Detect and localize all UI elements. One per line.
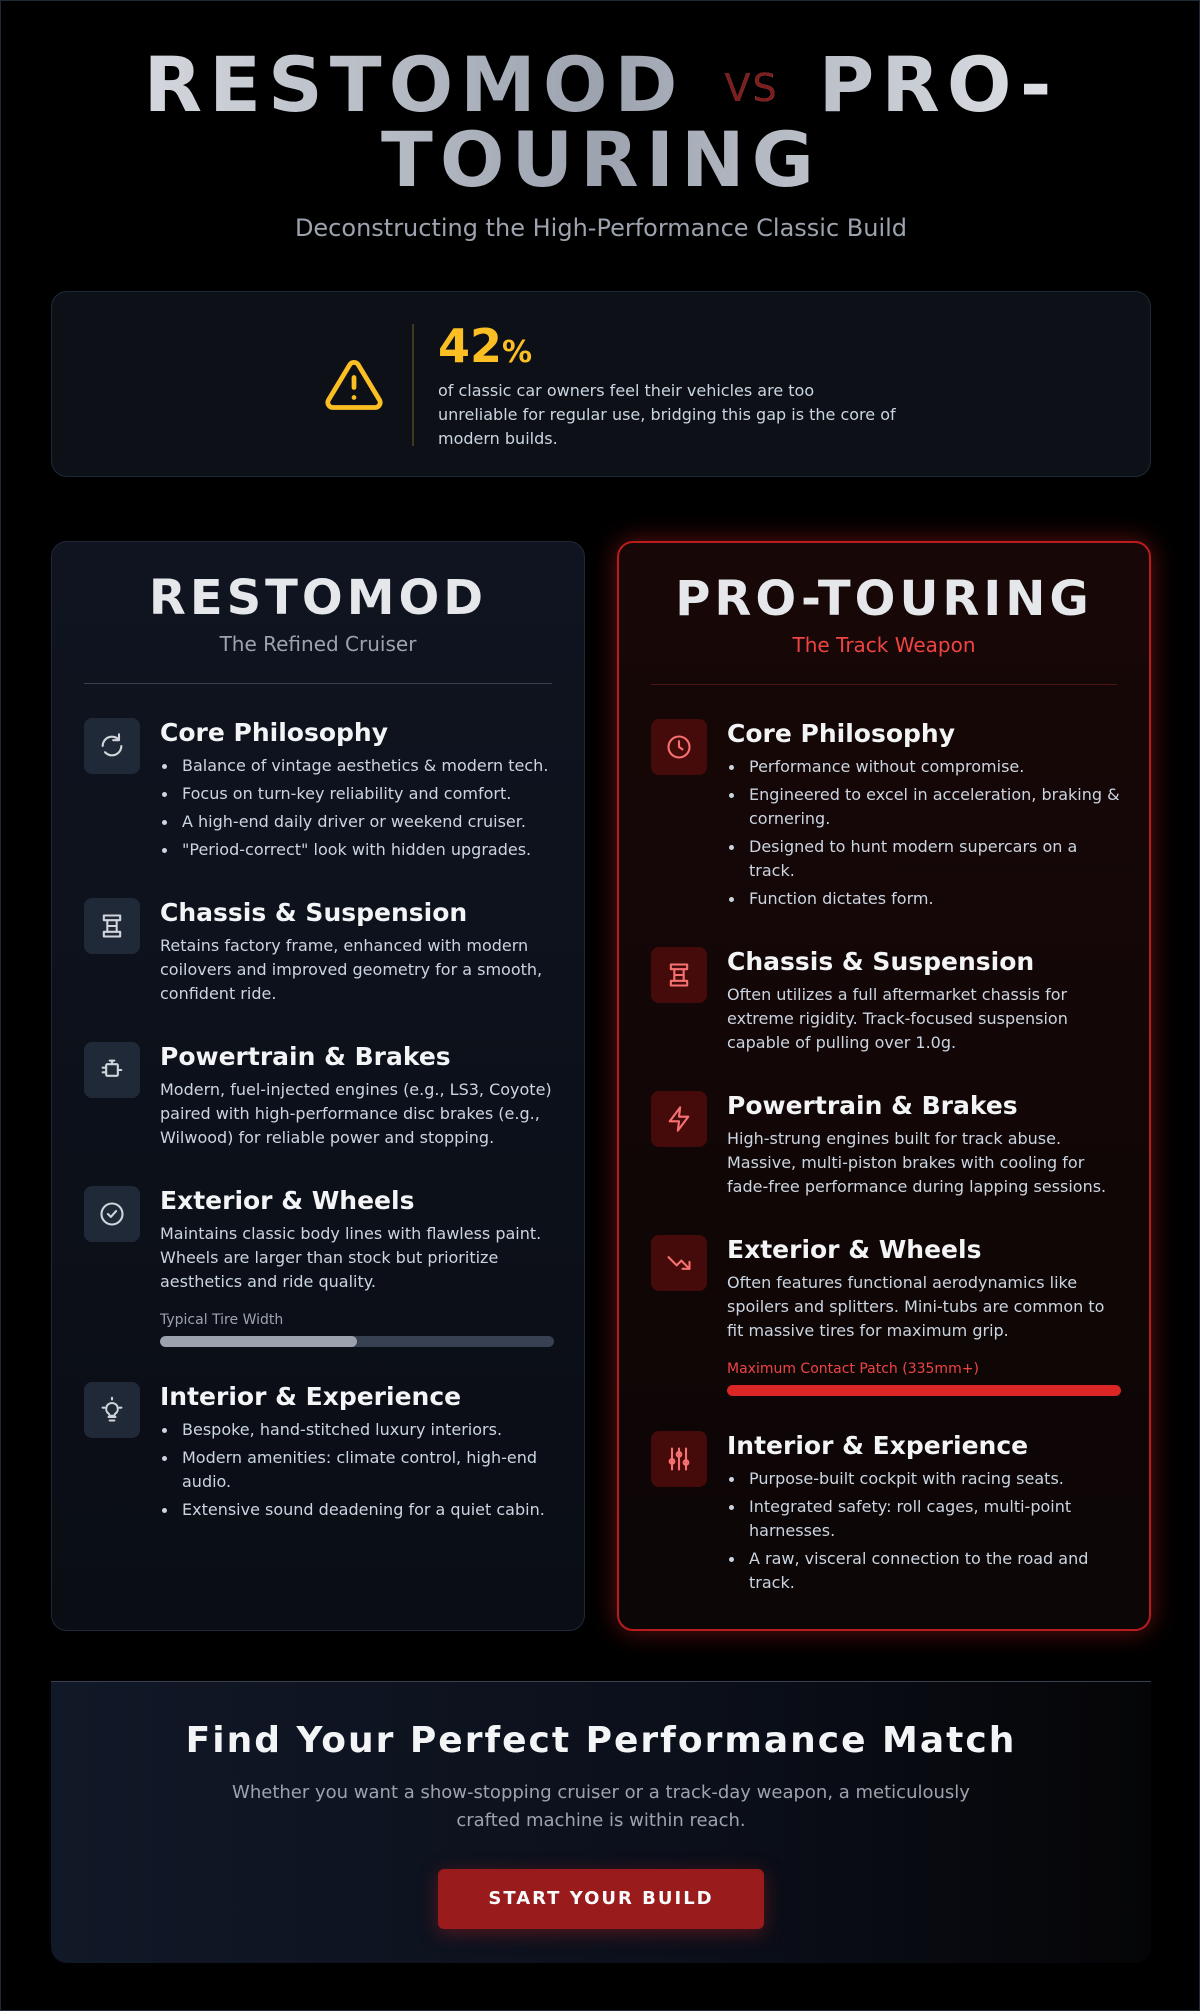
tire-width-meter [160, 1336, 554, 1347]
stat-unit: % [502, 334, 533, 370]
hero-header [1, 40, 1200, 242]
cta-section [51, 1681, 1151, 1963]
bullet-list [727, 755, 1121, 911]
section-body [160, 1382, 554, 1526]
list-item: Integrated safety: roll cages, multi-point harnesses. [727, 1495, 1121, 1543]
list-item: "Period-correct" look with hidden upgrades. [160, 838, 554, 862]
section-title: Interior & Experience [727, 1431, 1029, 1460]
list-item: Purpose-built cockpit with racing seats. [727, 1467, 1121, 1491]
section-body [160, 898, 554, 1006]
stat-text [438, 320, 898, 451]
contact-patch-meter [727, 1385, 1121, 1396]
section-body [727, 947, 1121, 1055]
title-pro: PRO- [818, 40, 1059, 129]
stat-callout [51, 291, 1151, 477]
title-vs: VS [724, 66, 779, 110]
list-item: Balance of vintage aesthetics & modern tech. [160, 754, 554, 778]
section-text: Often features functional aerodynamics like spoilers and splitters. Mini-tubs are common to fit massive tires for maximum grip. [727, 1273, 1105, 1340]
restomod-card-header [52, 542, 584, 656]
section-body [727, 1235, 1121, 1396]
rotate-arrow-icon [84, 718, 140, 774]
tire-width-meter-fill [160, 1336, 357, 1347]
section-title: Chassis & Suspension [160, 898, 468, 927]
section-title: Powertrain & Brakes [160, 1042, 451, 1071]
section-text: High-strung engines built for track abuse. Massive, multi-piston brakes with cooling for fade-free performance during lapping sessions. [727, 1129, 1107, 1196]
bullet-list [160, 1418, 554, 1522]
restomod-subtitle: The Refined Cruiser [219, 632, 417, 656]
list-item: Modern amenities: climate control, high-end audio. [160, 1446, 554, 1494]
section-title: Core Philosophy [160, 718, 388, 747]
section-title: Core Philosophy [727, 719, 955, 748]
engine-icon [84, 1042, 140, 1098]
protouring-card [617, 541, 1151, 1631]
protouring-subtitle: The Track Weapon [792, 633, 976, 657]
section-body [727, 719, 1121, 915]
section-body [727, 1091, 1121, 1199]
protouring-title: PRO-TOURING [675, 571, 1093, 627]
list-item: Extensive sound deadening for a quiet cabin. [160, 1498, 554, 1522]
stat-value [438, 320, 898, 379]
stat-inner [324, 318, 924, 448]
stat-number: 42 [438, 318, 503, 373]
bullet-list [727, 1467, 1121, 1595]
list-item: Designed to hunt modern supercars on a track. [727, 835, 1121, 883]
start-build-button[interactable]: START YOUR BUILD [438, 1869, 764, 1929]
tire-width-label: Typical Tire Width [160, 1312, 284, 1328]
trend-down-icon [651, 1235, 707, 1291]
stat-description: of classic car owners feel their vehicles are too unreliable for regular use, bridging this gap is the core of modern builds. [438, 380, 896, 448]
frame-icon [84, 898, 140, 954]
section-text: Modern, fuel-injected engines (e.g., LS3, Coyote) paired with high-performance disc brakes (e.g., Wilwood) for reliable power and stopping. [160, 1080, 552, 1147]
section-body [160, 718, 554, 866]
section-text: Often utilizes a full aftermarket chassis for extreme rigidity. Track-focused suspension capable of pulling over 1.0g. [727, 985, 1068, 1052]
title-touring: TOURING [381, 115, 821, 204]
divider [651, 684, 1117, 685]
section-title: Interior & Experience [160, 1382, 462, 1411]
list-item: Performance without compromise. [727, 755, 1121, 779]
section-body [727, 1431, 1121, 1599]
list-item: Bespoke, hand-stitched luxury interiors. [160, 1418, 554, 1442]
page-subtitle: Deconstructing the High-Performance Classic Build [294, 214, 908, 242]
list-item: A high-end daily driver or weekend cruiser. [160, 810, 554, 834]
section-title: Powertrain & Brakes [727, 1091, 1018, 1120]
list-item: Focus on turn-key reliability and comfort. [160, 782, 554, 806]
lightbulb-icon [84, 1382, 140, 1438]
restomod-card [51, 541, 585, 1631]
restomod-title: RESTOMOD [148, 570, 488, 626]
title-restomod: RESTOMOD [143, 40, 685, 129]
contact-patch-label: Maximum Contact Patch (335mm+) [727, 1361, 979, 1377]
list-item: Function dictates form. [727, 887, 1121, 911]
check-circle-icon [84, 1186, 140, 1242]
page-title [1, 40, 1200, 204]
section-body [160, 1186, 554, 1347]
section-title: Chassis & Suspension [727, 947, 1035, 976]
section-text: Retains factory frame, enhanced with modern coilovers and improved geometry for a smooth, confident ride. [160, 936, 543, 1003]
stat-divider [412, 324, 414, 446]
divider [84, 683, 552, 684]
list-item: A raw, visceral connection to the road and track. [727, 1547, 1121, 1595]
section-title: Exterior & Wheels [727, 1235, 982, 1264]
lightning-icon [651, 1091, 707, 1147]
section-title: Exterior & Wheels [160, 1186, 415, 1215]
frame-icon [651, 947, 707, 1003]
stopwatch-icon [651, 719, 707, 775]
warning-triangle-icon [324, 355, 384, 415]
cta-title: Find Your Perfect Performance Match [185, 1720, 1017, 1761]
section-text: Maintains classic body lines with flawless paint. Wheels are larger than stock but prioritize aesthetics and ride quality. [160, 1224, 542, 1291]
protouring-card-header [619, 543, 1149, 657]
list-item: Engineered to excel in acceleration, braking & cornering. [727, 783, 1121, 831]
section-body [160, 1042, 554, 1150]
bullet-list [160, 754, 554, 862]
cta-text: Whether you want a show-stopping cruiser or a track-day weapon, a meticulously crafted machine is within reach. [232, 1782, 970, 1831]
contact-patch-meter-fill [727, 1385, 1121, 1396]
sliders-icon [651, 1431, 707, 1487]
